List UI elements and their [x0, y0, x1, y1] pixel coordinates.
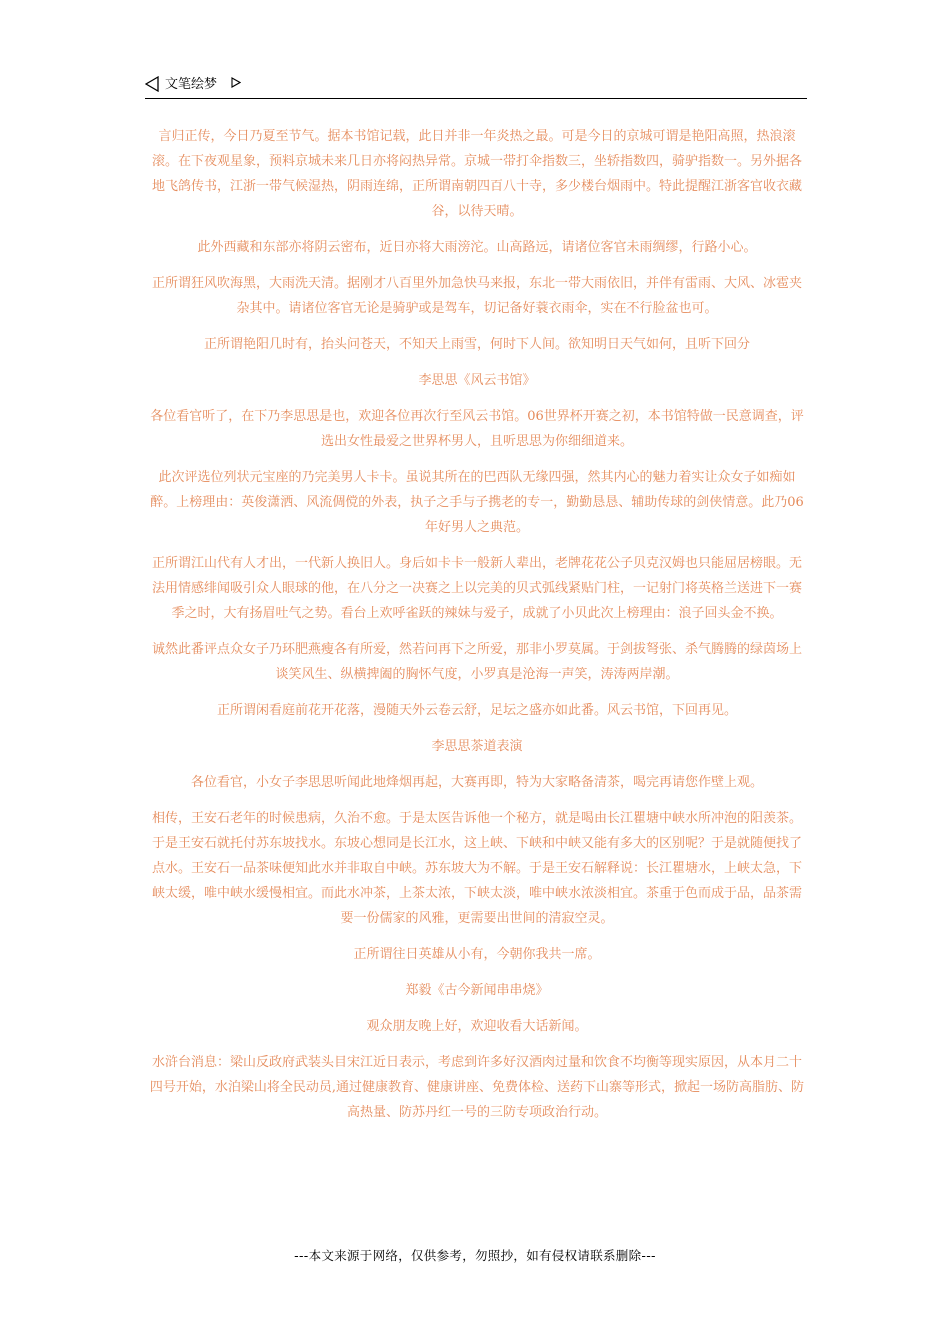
- header-title: 文笔绘梦: [165, 77, 218, 92]
- paragraph-tea-closing: 正所谓往日英雄从小有，今朝你我共一席。: [353, 947, 601, 962]
- section-heading-fengyun: 李思思《风云书馆》: [418, 373, 536, 388]
- triangle-left-icon: [145, 76, 159, 92]
- paragraph-weather-closing: 正所谓艳阳几时有，抬头问苍天，不知天上雨雪，何时下人间。欲知明日天气如何，且听下回分: [203, 337, 750, 352]
- paragraph-ronaldinho: 诚然此番评点众女子乃环肥燕瘦各有所爱，然若问再下之所爱，那非小罗莫属。于剑拔弩张、杀气腾腾的绿茵场上谈笑风生、纵横捭阖的胸怀气度，小罗真是沧海一声笑，涛涛两岸潮。: [151, 642, 802, 682]
- paragraph-worldcup-intro: 各位看官听了，在下乃李思思是也，欢迎各位再次行至风云书馆。06世界杯开赛之初，本书馆特做一民意调查，评选出女性最爱之世界杯男人，且听思思为你细细道来。: [150, 409, 804, 449]
- paragraph-shuihu-news: 水浒台消息：梁山反政府武装头目宋江近日表示，考虑到许多好汉酒肉过量和饮食不均衡等现实原因，从本月二十四号开始，水泊梁山将全民动员,通过健康教育、健康讲座、免费体检、送药下山寨等形式，掀起一场防高脂肪、防高热量、防苏丹红一号的三防专项政治行动。: [149, 1055, 805, 1120]
- paragraph-intro: 言归正传，今日乃夏至节气。据本书馆记载，此日并非一年炎热之最。可是今日的京城可谓是艳阳高照，热浪滚滚。在下夜观星象，预料京城未来几日亦将闷热异常。京城一带打伞指数三，坐轿指数四，骑驴指数一。另外据各地飞鸽传书，江浙一带气候湿热，阴雨连绵，正所谓南朝四百八十寺，多少楼台烟雨中。特此提醒江浙客官收衣藏谷，以待天晴。: [151, 129, 802, 219]
- paragraph-beckham: 正所谓江山代有人才出，一代新人换旧人。身后如卡卡一般新人辈出，老牌花花公子贝克汉姆也只能屈居榜眼。无法用情感绯闻吸引众人眼球的他，在八分之一决赛之上以完美的贝式弧线紧贴门柱，一记射门将英格兰送进下一赛季之时，大有扬眉吐气之势。看台上欢呼雀跃的辣妹与爱子，成就了小贝此次上榜理由：浪子回头金不换。: [151, 556, 802, 621]
- paragraph-tea-intro: 各位看官，小女子李思思听闻此地烽烟再起，大赛再即，特为大家略备清茶，喝完再请您作壁上观。: [190, 775, 763, 790]
- paragraph-kaka: 此次评选位列状元宝座的乃完美男人卡卡。虽说其所在的巴西队无缘四强，然其内心的魅力着实让众女子如痴如醉。上榜理由：英俊潇洒、风流倜傥的外表，执子之手与子携老的专一，勤勤恳恳、辅助传球的剑侠情意。此乃06年好男人之典范。: [150, 470, 804, 535]
- paragraph-northeast: 正所谓狂风吹海黑，大雨洗天清。据刚才八百里外加急快马来报，东北一带大雨依旧，并伴有雷雨、大风、冰雹夹杂其中。请诸位客官无论是骑驴或是驾车，切记备好蓑衣雨伞，实在不行脸盆也可。: [151, 276, 802, 316]
- paragraph-news-greeting: 观众朋友晚上好，欢迎收看大话新闻。: [366, 1019, 588, 1034]
- paragraph-wang-anshi: 相传，王安石老年的时候患病，久治不愈。于是太医告诉他一个秘方，就是喝由长江瞿塘中峡水所冲泡的阳羡茶。于是王安石就托付苏东坡找水。东坡心想同是长江水，这上峡、下峡和中峡又能有多大的区别呢？于是就随便找了点水。王安石一品茶味便知此水并非取自中峡。苏东坡大为不解。于是王安石解释说：长江瞿塘水，上峡太急，下峡太缓，唯中峡水缓慢相宜。而此水冲茶，上茶太浓，下峡太淡，唯中峡水浓淡相宜。茶重于色而成于品，品茶需要一份儒家的风雅，更需要出世间的清寂空灵。: [151, 811, 802, 926]
- section-heading-tea: 李思思茶道表演: [431, 739, 523, 754]
- footer-disclaimer: ---本文来源于网络，仅供参考，勿照抄，如有侵权请联系删除---: [294, 1248, 656, 1263]
- paragraph-tibet: 此外西藏和东部亦将阴云密布，近日亦将大雨滂沱。山高路远，请诸位客官未雨绸缪，行路小心。: [197, 240, 757, 255]
- triangle-right-icon: [231, 77, 241, 88]
- paragraph-fengyun-closing: 正所谓闲看庭前花开花落，漫随天外云卷云舒，足坛之盛亦如此番。风云书馆，下回再见。: [216, 703, 737, 718]
- article-body: [146, 124, 808, 1136]
- section-heading-news: 郑毅《古今新闻串串烧》: [405, 983, 549, 998]
- page-header: [145, 74, 807, 99]
